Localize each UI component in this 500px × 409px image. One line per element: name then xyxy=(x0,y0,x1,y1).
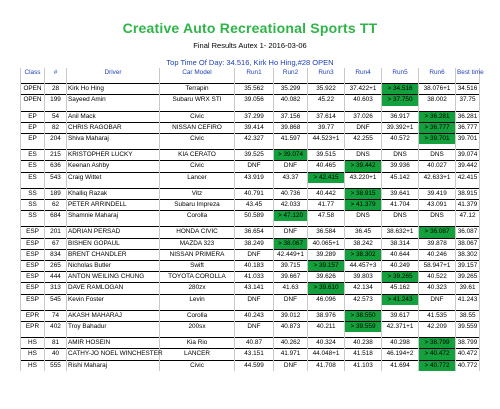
table-cell: DNS xyxy=(382,150,419,161)
table-cell: Shamnie Maharaj xyxy=(67,211,160,222)
table-cell: 200sx xyxy=(160,322,235,333)
table-cell: 44.457+3 xyxy=(345,261,382,272)
table-cell: 39.61 xyxy=(456,283,480,294)
table-cell: 39.641 xyxy=(382,188,419,199)
table-cell: 43.37 xyxy=(274,172,308,183)
column-header: Run4 xyxy=(345,68,382,78)
table-cell: 39.626 xyxy=(308,272,345,283)
table-cell: 39.715 xyxy=(274,261,308,272)
table-cell: Lancer xyxy=(160,172,235,183)
table-cell: DNF xyxy=(274,360,308,371)
table-cell: BRENT CHANDLER xyxy=(67,249,160,260)
table-cell: 201 xyxy=(45,227,67,238)
table-cell: 40.183 xyxy=(235,261,274,272)
table-cell: Nicholas Butler xyxy=(67,261,160,272)
table-cell: ES xyxy=(21,172,45,183)
table-cell: KIA CERATO xyxy=(160,150,235,161)
top-time-of-day: Top Time Of Day: 34.516, Kirk Ho Hing,#28 OPEN xyxy=(166,58,334,67)
table-cell: BISHEN GOPAUL xyxy=(67,238,160,249)
table-cell: 36.777 xyxy=(456,122,480,133)
table-cell: DNF xyxy=(419,294,456,305)
table-cell: 43.220+1 xyxy=(345,172,382,183)
table-cell: 42.255 xyxy=(345,134,382,145)
table-cell: CHRIS RAGOBAR xyxy=(67,122,160,133)
table-cell: HS xyxy=(21,338,45,349)
table-cell: 42.633+1 xyxy=(419,172,456,183)
table-cell: 46.096 xyxy=(308,294,345,305)
table-cell: 41.694 xyxy=(382,360,419,371)
table-cell: 42.371+1 xyxy=(382,322,419,333)
table-cell: > 36.281 xyxy=(419,111,456,122)
table-cell: 38.799 xyxy=(456,338,480,349)
table-cell: EP xyxy=(21,111,45,122)
table-cell: 46.194+2 xyxy=(382,349,419,360)
table-cell: 40.603 xyxy=(345,95,382,106)
table-cell: 39.265 xyxy=(456,272,480,283)
table-cell: 40.772 xyxy=(456,360,480,371)
table-cell: Kia Rio xyxy=(160,338,235,349)
table-cell: Troy Bahadur xyxy=(67,322,160,333)
table-cell: 40.442 xyxy=(308,188,345,199)
table-cell: DNF xyxy=(235,322,274,333)
table-row xyxy=(21,294,480,305)
table-cell: 45.142 xyxy=(382,172,419,183)
table-cell: 41.77 xyxy=(308,200,345,211)
table-cell: 40.082 xyxy=(274,95,308,106)
column-header: Run3 xyxy=(308,68,345,78)
table-cell: 37.614 xyxy=(308,111,345,122)
table-cell: 40.323 xyxy=(419,283,456,294)
table-cell: 40.027 xyxy=(419,161,456,172)
table-cell: Khalliq Razak xyxy=(67,188,160,199)
table-cell: 45.162 xyxy=(382,283,419,294)
table-cell: SS xyxy=(21,200,45,211)
table-cell: 545 xyxy=(45,294,67,305)
table-cell: 189 xyxy=(45,188,67,199)
table-cell: Civic xyxy=(160,111,235,122)
table-cell: 40.249 xyxy=(382,261,419,272)
table-cell: 38.632+1 xyxy=(382,227,419,238)
column-header: Run5 xyxy=(382,68,419,78)
table-row xyxy=(21,150,480,161)
table-cell: DNF xyxy=(235,294,274,305)
table-cell: 39.157 xyxy=(456,261,480,272)
table-cell: 38.55 xyxy=(456,310,480,321)
table-cell: 40.791 xyxy=(235,188,274,199)
table-cell: 67 xyxy=(45,238,67,249)
table-cell: 42.134 xyxy=(345,283,382,294)
table-cell: 39.442 xyxy=(456,161,480,172)
table-cell: 41.033 xyxy=(235,272,274,283)
table-cell: 39.803 xyxy=(345,272,382,283)
table-cell: 39.289 xyxy=(308,249,345,260)
table-cell: 39.414 xyxy=(235,122,274,133)
table-cell: KRISTOPHER LUCKY xyxy=(67,150,160,161)
table-cell: 43.091 xyxy=(419,200,456,211)
table-cell: 36.087 xyxy=(456,227,480,238)
table-row xyxy=(21,95,480,106)
table-cell: 40.736 xyxy=(274,188,308,199)
table-cell: DNF xyxy=(235,249,274,260)
table-cell: 35.299 xyxy=(274,84,308,95)
table-cell: 38.002 xyxy=(419,95,456,106)
table-cell: 41.103 xyxy=(345,360,382,371)
table-cell: > 39.610 xyxy=(308,283,345,294)
table-cell: 38.976 xyxy=(308,310,345,321)
table-cell: 36.654 xyxy=(235,227,274,238)
table-cell: PETER ARRINDELL xyxy=(67,200,160,211)
results-table-body xyxy=(21,68,484,371)
table-cell: 39.936 xyxy=(382,161,419,172)
table-cell: 555 xyxy=(45,360,67,371)
table-cell: 37.299 xyxy=(235,111,274,122)
table-cell: 41.971 xyxy=(274,349,308,360)
table-cell: NISSAN CEFIRO xyxy=(160,122,235,133)
table-cell: 74 xyxy=(45,310,67,321)
table-cell: > 40.772 xyxy=(419,360,456,371)
table-row xyxy=(21,172,480,183)
table-cell: ESP xyxy=(21,272,45,283)
table-cell: 402 xyxy=(45,322,67,333)
table-cell: > 39.265 xyxy=(382,272,419,283)
table-cell: > 40.472 xyxy=(419,349,456,360)
table-cell: 39.878 xyxy=(419,238,456,249)
table-cell: 40.246 xyxy=(419,249,456,260)
table-cell: 215 xyxy=(45,150,67,161)
table-cell: 41.243 xyxy=(456,294,480,305)
table-cell: 38.242 xyxy=(345,238,382,249)
table-cell: 38.302 xyxy=(456,249,480,260)
table-cell: 40.298 xyxy=(382,338,419,349)
table-cell: 43.151 xyxy=(235,349,274,360)
column-header: Run6 xyxy=(419,68,456,78)
table-cell: > 39.701 xyxy=(419,134,456,145)
table-cell: 39.667 xyxy=(274,272,308,283)
table-row xyxy=(21,310,480,321)
table-row xyxy=(21,261,480,272)
table-cell: 41.379 xyxy=(456,200,480,211)
table-row xyxy=(21,188,480,199)
table-cell: HONDA CIVIC xyxy=(160,227,235,238)
table-cell: DNF xyxy=(235,161,274,172)
table-cell: 444 xyxy=(45,272,67,283)
table-cell: CATHY-JO NOEL WINCHESTER xyxy=(67,349,160,360)
table-cell: Subaru WRX STI xyxy=(160,95,235,106)
table-cell: 40.572 xyxy=(382,134,419,145)
table-cell: 39.074 xyxy=(456,150,480,161)
table-cell: DNS xyxy=(345,150,382,161)
table-cell: 40.324 xyxy=(308,338,345,349)
table-cell: LANCER xyxy=(160,349,235,360)
table-cell: Vitz xyxy=(160,188,235,199)
table-cell: 47.58 xyxy=(308,211,345,222)
table-cell: Kirk Ho Hing xyxy=(67,84,160,95)
table-cell: DNS xyxy=(382,211,419,222)
table-cell: 280zx xyxy=(160,283,235,294)
table-cell: Corolla xyxy=(160,211,235,222)
table-row xyxy=(21,360,480,371)
table-cell: > 38.550 xyxy=(345,310,382,321)
table-row xyxy=(21,238,480,249)
table-cell: 40.465 xyxy=(308,161,345,172)
table-cell: > 39.559 xyxy=(345,322,382,333)
table-cell: 41.597 xyxy=(274,134,308,145)
table-cell: 42.449+1 xyxy=(274,249,308,260)
table-row xyxy=(21,122,480,133)
table-cell: 62 xyxy=(45,200,67,211)
table-cell: > 41.379 xyxy=(345,200,382,211)
table-cell: 41.518 xyxy=(345,349,382,360)
table-cell: Craig Wittet xyxy=(67,172,160,183)
table-cell: 39.617 xyxy=(382,310,419,321)
table-cell: 36.45 xyxy=(345,227,382,238)
table-cell: 44.599 xyxy=(235,360,274,371)
column-header: Car Model xyxy=(160,68,235,78)
table-row xyxy=(21,349,480,360)
table-cell: 38.915 xyxy=(456,188,480,199)
table-cell: > 38.915 xyxy=(345,188,382,199)
table-cell: ESP xyxy=(21,227,45,238)
table-cell: 54 xyxy=(45,111,67,122)
table-cell: Corolla xyxy=(160,310,235,321)
table-cell: > 38.067 xyxy=(274,238,308,249)
table-cell: 36.281 xyxy=(456,111,480,122)
table-cell: 37.422+1 xyxy=(345,84,382,95)
table-cell: 58.947+1 xyxy=(419,261,456,272)
table-cell: 834 xyxy=(45,249,67,260)
table-cell: 45.22 xyxy=(308,95,345,106)
table-cell: DNF xyxy=(274,227,308,238)
table-cell: 43.45 xyxy=(235,200,274,211)
table-cell: SS xyxy=(21,211,45,222)
table-cell: EPR xyxy=(21,322,45,333)
table-cell: 38.067 xyxy=(456,238,480,249)
table-cell: ANTON WEILING CHUNG xyxy=(67,272,160,283)
table-cell: 38.249 xyxy=(235,238,274,249)
table-cell: 34.516 xyxy=(456,84,480,95)
table-row xyxy=(21,283,480,294)
table-cell: 42.415 xyxy=(456,172,480,183)
table-cell: > 38.302 xyxy=(345,249,382,260)
column-header: Class xyxy=(21,68,45,78)
table-cell: 39.701 xyxy=(456,134,480,145)
table-cell: 37.156 xyxy=(274,111,308,122)
table-cell: DAVE RAMLOGAN xyxy=(67,283,160,294)
table-cell: Civic xyxy=(160,134,235,145)
table-cell: MAZDA 323 xyxy=(160,238,235,249)
table-cell: 199 xyxy=(45,95,67,106)
table-row xyxy=(21,111,480,122)
table-cell: 47.12 xyxy=(456,211,480,222)
table-cell: 39.559 xyxy=(456,322,480,333)
column-header: Best time xyxy=(456,68,480,78)
table-cell: 44.523+1 xyxy=(308,134,345,145)
table-cell: DNS xyxy=(419,150,456,161)
table-cell: 35.562 xyxy=(235,84,274,95)
table-cell: Civic xyxy=(160,161,235,172)
table-cell: 36.917 xyxy=(382,111,419,122)
table-row xyxy=(21,338,480,349)
table-cell: > 42.415 xyxy=(308,172,345,183)
table-header-row xyxy=(21,68,480,78)
table-cell: Sayeed Amin xyxy=(67,95,160,106)
table-cell: HS xyxy=(21,360,45,371)
table-cell: 204 xyxy=(45,134,67,145)
table-cell: 40 xyxy=(45,349,67,360)
table-cell: TOYOTA COROLLA xyxy=(160,272,235,283)
table-row xyxy=(21,84,480,95)
table-cell: DNF xyxy=(274,161,308,172)
table-cell: AMIR HOSEIN xyxy=(67,338,160,349)
table-cell: 40.522 xyxy=(419,272,456,283)
table-cell: 39.77 xyxy=(308,122,345,133)
table-row xyxy=(21,322,480,333)
table-row xyxy=(21,272,480,283)
table-cell: Kevin Foster xyxy=(67,294,160,305)
table-cell: > 47.120 xyxy=(274,211,308,222)
table-cell: 42.033 xyxy=(274,200,308,211)
table-cell: 40.87 xyxy=(235,338,274,349)
table-cell: 40.211 xyxy=(308,322,345,333)
table-cell: 39.012 xyxy=(274,310,308,321)
table-cell: AKASH MAHARAJ xyxy=(67,310,160,321)
table-cell: EP xyxy=(21,134,45,145)
page-subtitle: Final Results Autex 1- 2016-03-06 xyxy=(193,41,307,50)
table-cell: Swift xyxy=(160,261,235,272)
table-cell: OPEN xyxy=(21,84,45,95)
table-cell: > 34.516 xyxy=(382,84,419,95)
table-cell: Levin xyxy=(160,294,235,305)
table-cell: 43.141 xyxy=(235,283,274,294)
table-cell: EP xyxy=(21,122,45,133)
table-cell: DNS xyxy=(419,211,456,222)
table-cell: 81 xyxy=(45,338,67,349)
table-cell: 36.584 xyxy=(308,227,345,238)
table-cell: 28 xyxy=(45,84,67,95)
table-cell: 43.919 xyxy=(235,172,274,183)
table-cell: ESP xyxy=(21,261,45,272)
table-cell: 265 xyxy=(45,261,67,272)
table-cell: 35.922 xyxy=(308,84,345,95)
table-cell: 40.262 xyxy=(274,338,308,349)
table-cell: 39.056 xyxy=(235,95,274,106)
table-cell: 50.589 xyxy=(235,211,274,222)
table-row xyxy=(21,211,480,222)
table-cell: 40.238 xyxy=(345,338,382,349)
table-cell: > 39.157 xyxy=(308,261,345,272)
table-cell: 39.419 xyxy=(419,188,456,199)
table-cell: 684 xyxy=(45,211,67,222)
table-cell: 39.525 xyxy=(235,150,274,161)
table-cell: 41.535 xyxy=(419,310,456,321)
page-title: Creative Auto Recreational Sports TT xyxy=(122,20,378,36)
table-cell: Civic xyxy=(160,360,235,371)
table-cell: ES xyxy=(21,161,45,172)
table-cell: > 38.799 xyxy=(419,338,456,349)
table-cell: 41.704 xyxy=(382,200,419,211)
table-cell: 37.75 xyxy=(456,95,480,106)
table-row xyxy=(21,134,480,145)
table-row xyxy=(21,161,480,172)
table-cell: 42.209 xyxy=(419,322,456,333)
table-cell: 44.048+1 xyxy=(308,349,345,360)
table-row xyxy=(21,227,480,238)
results-table xyxy=(20,68,484,371)
table-cell: > 39.074 xyxy=(274,150,308,161)
column-header: Run1 xyxy=(235,68,274,78)
table-row xyxy=(21,249,480,260)
table-cell: 82 xyxy=(45,122,67,133)
table-cell: SS xyxy=(21,188,45,199)
column-header: # xyxy=(45,68,67,78)
table-cell: Anil Mack xyxy=(67,111,160,122)
table-cell: 543 xyxy=(45,172,67,183)
table-cell: 38.314 xyxy=(382,238,419,249)
table-cell: Rishi Maharaj xyxy=(67,360,160,371)
table-cell: 40.065+1 xyxy=(308,238,345,249)
table-cell: > 39.442 xyxy=(345,161,382,172)
table-cell: 42.573 xyxy=(345,294,382,305)
table-cell: 39.515 xyxy=(308,150,345,161)
table-cell: 636 xyxy=(45,161,67,172)
table-cell: ESP xyxy=(21,283,45,294)
table-cell: 313 xyxy=(45,283,67,294)
table-cell: DNF xyxy=(274,294,308,305)
table-cell: 41.63 xyxy=(274,283,308,294)
table-cell: ES xyxy=(21,150,45,161)
table-cell: ADRIAN PERSAD xyxy=(67,227,160,238)
table-cell: 40.243 xyxy=(235,310,274,321)
table-cell: 40.873 xyxy=(274,322,308,333)
table-cell: 40.644 xyxy=(382,249,419,260)
table-cell: EPR xyxy=(21,310,45,321)
table-cell: ESP xyxy=(21,249,45,260)
table-cell: Terrapin xyxy=(160,84,235,95)
table-cell: HS xyxy=(21,349,45,360)
table-cell: Shiva Maharaj xyxy=(67,134,160,145)
column-header: Driver xyxy=(67,68,160,78)
table-cell: DNS xyxy=(345,211,382,222)
table-cell: ESP xyxy=(21,238,45,249)
table-cell: > 37.750 xyxy=(382,95,419,106)
table-cell: 41.708 xyxy=(308,360,345,371)
table-cell: NISSAN PRIMERA xyxy=(160,249,235,260)
column-header: Run2 xyxy=(274,68,308,78)
table-cell: OPEN xyxy=(21,95,45,106)
table-cell: Keenan Ashby xyxy=(67,161,160,172)
table-row xyxy=(21,200,480,211)
table-cell: 42.327 xyxy=(235,134,274,145)
table-cell: Subaru Impreza xyxy=(160,200,235,211)
table-cell: > 36.777 xyxy=(419,122,456,133)
table-cell: > 41.243 xyxy=(382,294,419,305)
table-cell: ESP xyxy=(21,294,45,305)
table-cell: 37.026 xyxy=(345,111,382,122)
table-cell: > 36.087 xyxy=(419,227,456,238)
table-cell: 38.076+1 xyxy=(419,84,456,95)
table-cell: 40.472 xyxy=(456,349,480,360)
table-cell: 39.868 xyxy=(274,122,308,133)
table-cell: DNF xyxy=(345,122,382,133)
table-cell: 39.392+1 xyxy=(382,122,419,133)
